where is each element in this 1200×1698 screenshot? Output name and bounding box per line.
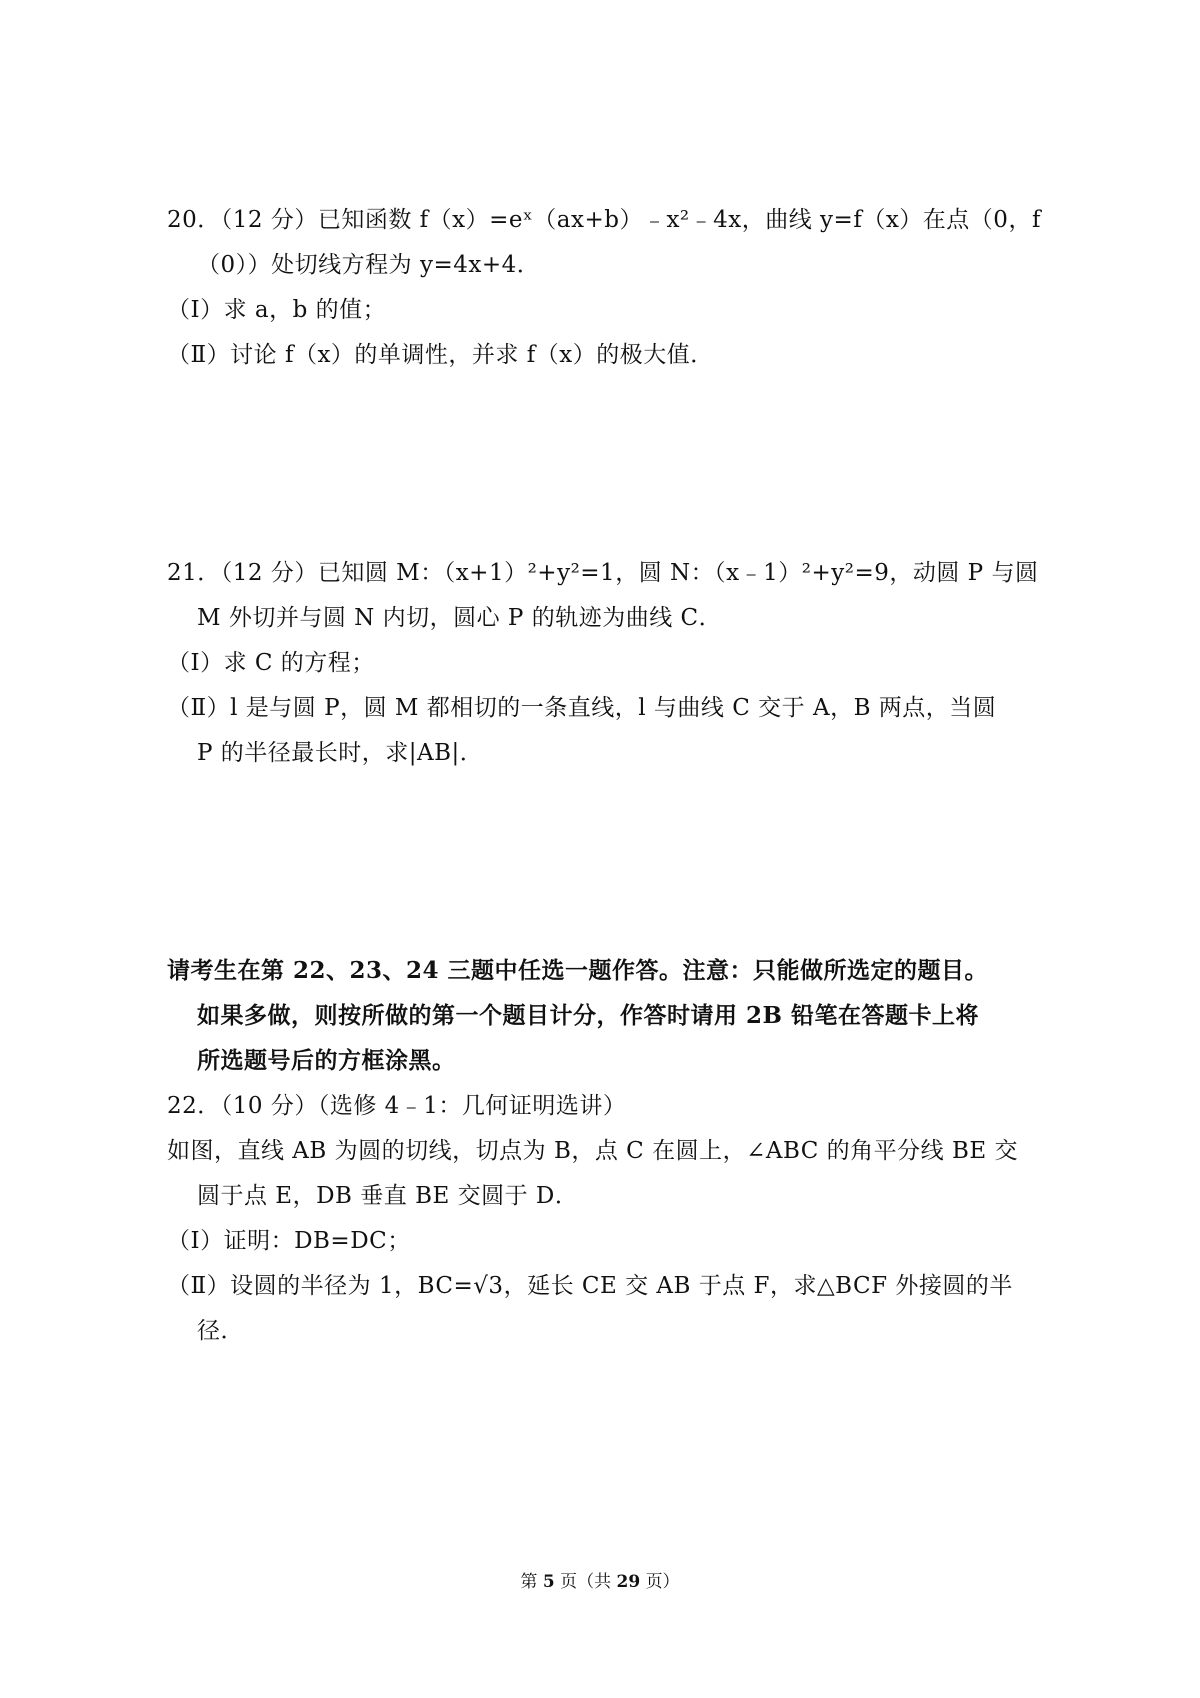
notice-line-1: 请考生在第 22、23、24 三题中任选一题作答。注意：只能做所选定的题目。: [167, 957, 989, 984]
q21-line-2: M 外切并与圆 N 内切，圆心 P 的轨迹为曲线 C．: [197, 605, 723, 631]
footer-total-pages: 29: [616, 1572, 641, 1592]
q21-part-1: （Ⅰ）求 C 的方程；: [167, 650, 375, 676]
notice-line-3: 所选题号后的方框涂黑。: [197, 1047, 456, 1074]
q22-line-3: 圆于点 E，DB 垂直 BE 交圆于 D．: [197, 1183, 579, 1209]
q22-part-1: （Ⅰ）证明：DB=DC；: [167, 1228, 411, 1254]
q20-part-2: （Ⅱ）讨论 f（x）的单调性，并求 f（x）的极大值．: [167, 342, 714, 368]
q20-line-2: （0））处切线方程为 y=4x+4．: [197, 252, 541, 278]
q22-part-2-line-1: （Ⅱ）设圆的半径为 1，BC=√3，延长 CE 交 AB 于点 F，求△BCF 外接圆的半: [167, 1273, 1013, 1299]
q20-line-1: 20．（12 分）已知函数 f（x）=eˣ（ax+b）﹣x²﹣4x，曲线 y=f（x）在点（0，f: [167, 207, 1041, 233]
footer-page-number: 5: [542, 1572, 555, 1592]
q22-part-2-line-2: 径．: [197, 1318, 244, 1344]
notice-line-2: 如果多做，则按所做的第一个题目计分，作答时请用 2B 铅笔在答题卡上将: [197, 1002, 979, 1029]
q22-line-2: 如图，直线 AB 为圆的切线，切点为 B，点 C 在圆上，∠ABC 的角平分线 BE 交: [167, 1138, 1018, 1164]
q21-part-2-line-2: P 的半径最长时，求|AB|．: [197, 740, 484, 766]
q21-line-1: 21．（12 分）已知圆 M：（x+1）²+y²=1，圆 N：（x﹣1）²+y²=9，动圆 P 与圆: [167, 560, 1039, 586]
footer-prefix: 第: [520, 1572, 538, 1592]
q20-part-1: （Ⅰ）求 a，b 的值；: [167, 297, 387, 323]
q22-line-1: 22．（10 分）（选修 4﹣1：几何证明选讲）: [167, 1093, 627, 1119]
footer-suffix: 页）: [645, 1572, 680, 1592]
q21-part-2-line-1: （Ⅱ）l 是与圆 P，圆 M 都相切的一条直线，l 与曲线 C 交于 A，B 两点，当圆: [167, 695, 997, 721]
page-footer: [0, 1571, 1200, 1593]
footer-middle: 页（共: [560, 1572, 612, 1592]
